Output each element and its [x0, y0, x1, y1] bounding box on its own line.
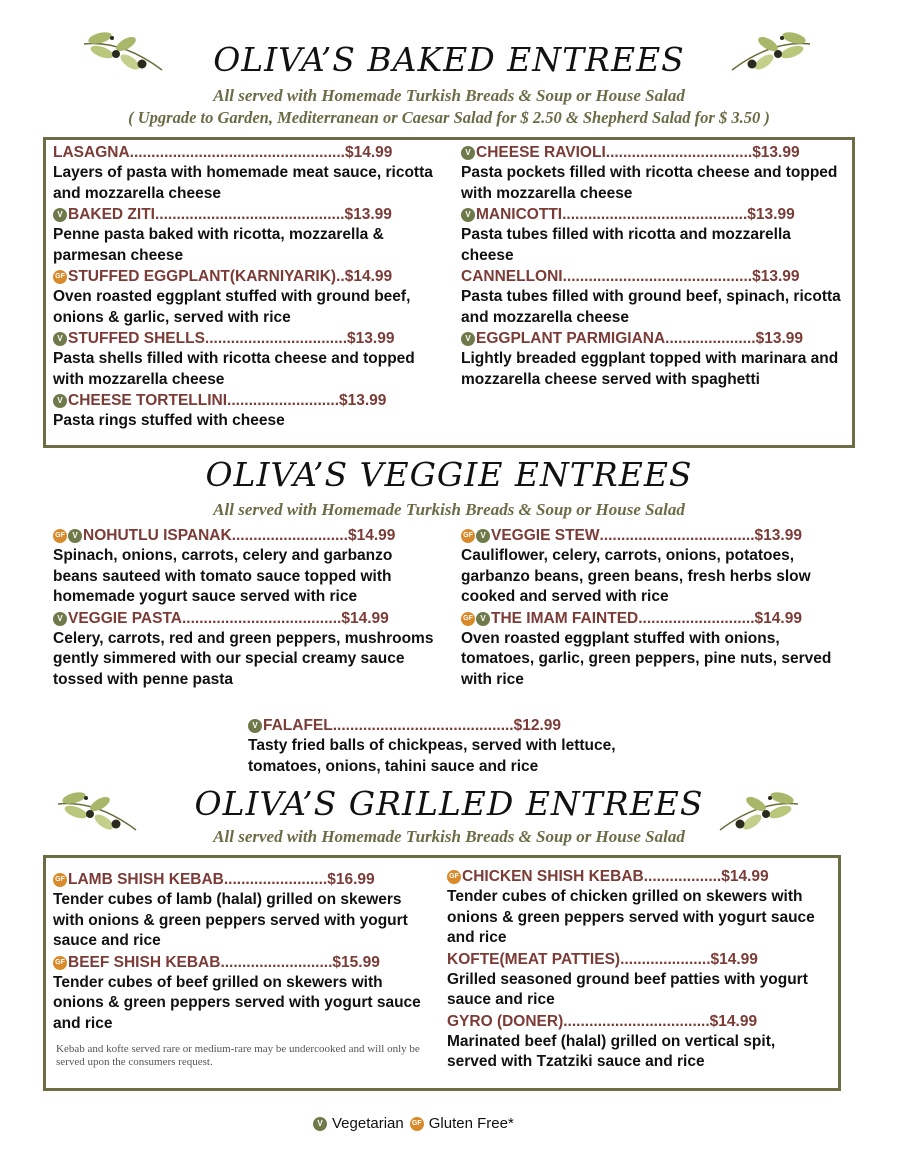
menu-item-name: CHEESE TORTELLINI — [68, 392, 228, 409]
menu-item-price: $13.99 — [347, 330, 395, 347]
menu-item-price: $13.99 — [747, 206, 795, 223]
menu-item-description: Pasta shells filled with ricotta cheese and topped with mozzarella cheese — [53, 350, 415, 388]
menu-item-name: BEEF SHISH KEBAB — [68, 953, 221, 971]
menu-item-price: $14.99 — [344, 268, 393, 285]
menu-item-name: MANICOTTI — [476, 206, 563, 223]
gluten-free-badge-icon: GF — [53, 956, 67, 970]
veggie-section-subtitle: All served with Homemade Turkish Breads & Soup or House Salad — [213, 500, 685, 519]
menu-item — [447, 950, 827, 1011]
menu-item-price: $14.99 — [710, 950, 758, 968]
menu-item-name: KOFTE(MEAT PATTIES) — [447, 950, 621, 968]
vegetarian-badge-icon: V — [53, 208, 67, 222]
menu-item — [461, 267, 846, 328]
menu-item-description: Tender cubes of chicken grilled on skewers with onions & green peppers served with yogurt sauce and rice — [447, 888, 815, 946]
gluten-free-label: Gluten Free* — [428, 1115, 514, 1132]
menu-item-header — [248, 716, 658, 736]
menu-item-price: $13.99 — [752, 268, 800, 285]
menu-item-name: STUFFED SHELLS — [68, 330, 205, 347]
menu-item — [447, 867, 827, 949]
grilled-section-subtitle: All served with Homemade Turkish Breads & Soup or House Salad — [213, 827, 685, 846]
menu-item-name: CANNELLONI — [461, 268, 563, 285]
menu-item-price: $13.99 — [755, 330, 804, 347]
menu-item — [53, 953, 433, 1035]
menu-item-name: VEGGIE STEW — [491, 527, 600, 544]
menu-item — [461, 143, 846, 204]
veggie-center-column — [248, 716, 658, 778]
menu-item-name: THE IMAM FAINTED — [491, 609, 639, 627]
menu-item-leader-dots: .......................................... — [332, 717, 514, 734]
grilled-left-column — [53, 870, 433, 1035]
menu-item-price: $14.99 — [344, 144, 393, 161]
menu-item-leader-dots: ............................................ — [562, 268, 753, 285]
menu-item — [53, 870, 433, 952]
menu-item-leader-dots: ..................... — [620, 950, 711, 968]
menu-item-header — [461, 609, 846, 629]
gluten-free-badge-icon: GF — [447, 870, 461, 884]
menu-item — [53, 205, 438, 266]
menu-item-header — [461, 205, 846, 225]
menu-item — [53, 609, 438, 691]
menu-item-price: $14.99 — [754, 609, 802, 627]
grilled-right-column — [447, 867, 827, 1074]
menu-item — [53, 329, 438, 390]
menu-item-description: Marinated beef (halal) grilled on vertical spit, served with Tzatziki sauce and rice — [447, 1032, 776, 1070]
gluten-free-badge-icon: GF — [53, 873, 67, 887]
menu-item — [461, 526, 846, 608]
menu-item-price: $14.99 — [347, 527, 396, 544]
vegetarian-badge-icon: V — [461, 332, 475, 346]
menu-item-header — [447, 867, 827, 887]
gluten-free-badge-icon: GF — [461, 529, 475, 543]
menu-item-leader-dots: ..................................... — [181, 609, 342, 627]
menu-item-description: Tender cubes of lamb (halal) grilled on skewers with onions & green peppers served with yogurt sauce and rice — [53, 891, 408, 949]
baked-section-title: OLIVA’S BAKED ENTREES — [213, 40, 685, 79]
vegetarian-badge-icon: V — [461, 208, 475, 222]
menu-item-description: Pasta pockets filled with ricotta cheese and topped with mozzarella cheese — [461, 164, 838, 202]
vegetarian-badge-icon: V — [476, 529, 490, 543]
baked-left-column — [53, 143, 438, 433]
menu-item — [53, 526, 438, 608]
menu-item-name: CHICKEN SHISH KEBAB — [462, 868, 644, 885]
menu-item — [461, 609, 846, 691]
vegetarian-label: Vegetarian — [332, 1115, 404, 1132]
menu-item-leader-dots: ..................... — [665, 330, 756, 347]
menu-item-leader-dots: ........................... — [638, 609, 755, 627]
gluten-free-badge-icon: GF — [461, 612, 475, 626]
menu-item — [53, 143, 438, 204]
menu-item-name: LASAGNA — [53, 144, 130, 161]
menu-item-description: Cauliflower, celery, carrots, onions, potatoes, garbanzo beans, green beans, fresh herbs slow cooked and served with rice — [461, 547, 811, 605]
menu-item-description: Spinach, onions, carrots, celery and garbanzo beans sauteed with tomato sauce topped with homemade yogurt sauce served with rice — [53, 547, 393, 605]
baked-section-subtitle: All served with Homemade Turkish Breads & Soup or House Salad — [213, 86, 685, 105]
menu-item-price: $13.99 — [752, 144, 800, 161]
menu-item-description: Tasty fried balls of chickpeas, served with lettuce, tomatoes, onions, tahini sauce and rice — [248, 737, 616, 775]
menu-item-price: $14.99 — [341, 609, 389, 627]
menu-item-leader-dots: ........................... — [231, 527, 348, 544]
menu-item-price: $15.99 — [332, 953, 380, 971]
menu-item-description: Oven roasted eggplant stuffed with ground beef, onions & garlic, served with rice — [53, 288, 411, 326]
menu-item-price: $13.99 — [344, 206, 392, 223]
menu-item — [461, 205, 846, 266]
menu-item-header — [53, 953, 433, 973]
menu-item-description: Oven roasted eggplant stuffed with onions, tomatoes, garlic, green peppers, pine nuts, served with rice — [461, 629, 832, 688]
menu-item-header — [447, 950, 827, 970]
vegetarian-badge-icon: V — [248, 719, 262, 733]
menu-item — [53, 267, 438, 328]
vegetarian-badge-icon: V — [53, 332, 67, 346]
menu-item-leader-dots: .................................. — [563, 1012, 710, 1030]
menu-item-header — [461, 329, 846, 349]
menu-item-price: $14.99 — [721, 868, 769, 885]
menu-item-header — [53, 609, 438, 629]
menu-item-header — [53, 329, 438, 349]
baked-right-column — [461, 143, 846, 391]
menu-item-header — [53, 267, 438, 287]
menu-item — [248, 716, 658, 777]
menu-item-description: Tender cubes of beef grilled on skewers with onions & green peppers served with yogurt sauce and rice — [53, 973, 421, 1032]
menu-item-header — [447, 1012, 827, 1032]
menu-item-header — [53, 205, 438, 225]
veggie-section-title: OLIVA’S VEGGIE ENTREES — [205, 455, 693, 494]
menu-item-price: $14.99 — [709, 1012, 758, 1030]
menu-item-price: $13.99 — [754, 527, 802, 544]
menu-item-leader-dots: ............................................ — [154, 206, 345, 223]
menu-item-description: Grilled seasoned ground beef patties with yogurt sauce and rice — [447, 970, 808, 1008]
menu-item — [447, 1012, 827, 1073]
menu-item-description: Pasta rings stuffed with cheese — [53, 412, 285, 429]
menu-item-description: Layers of pasta with homemade meat sauce, ricotta and mozzarella cheese — [53, 164, 433, 202]
vegetarian-badge-icon: V — [53, 394, 67, 408]
menu-item-leader-dots: ................................. — [204, 330, 348, 347]
menu-item-description: Pasta tubes filled with ricotta and mozzarella cheese — [461, 226, 791, 264]
menu-item-description: Penne pasta baked with ricotta, mozzarella & parmesan cheese — [53, 226, 384, 264]
menu-item-description: Celery, carrots, red and green peppers, mushrooms gently simmered with our special creamy sauce tossed with penne pasta — [53, 629, 434, 688]
menu-item-name: GYRO (DONER) — [447, 1012, 564, 1030]
vegetarian-badge-icon: V — [53, 612, 67, 626]
veggie-left-column — [53, 526, 438, 691]
menu-item-header — [461, 143, 846, 163]
menu-item-leader-dots: ........................................... — [562, 206, 748, 223]
menu-item-header — [53, 391, 438, 411]
menu-item-price: $13.99 — [339, 392, 387, 409]
menu-item-leader-dots: .................. — [643, 868, 722, 885]
menu-item-leader-dots: ........................ — [223, 871, 328, 888]
menu-item-leader-dots: .................................. — [605, 144, 753, 161]
menu-item-leader-dots: .......................... — [220, 953, 333, 971]
menu-item — [461, 329, 846, 390]
menu-item-name: EGGPLANT PARMIGIANA — [476, 330, 666, 347]
menu-item-header — [53, 143, 438, 163]
menu-item-name: NOHUTLU ISPANAK — [83, 527, 232, 544]
veggie-right-column — [461, 526, 846, 691]
menu-item-leader-dots: .................................... — [599, 527, 755, 544]
menu-item-name: BAKED ZITI — [68, 206, 155, 223]
menu-item-name: VEGGIE PASTA — [68, 609, 182, 627]
menu-item-name: FALAFEL — [263, 717, 333, 734]
menu-item-name: LAMB SHISH KEBAB — [68, 871, 224, 888]
menu-item-description: Pasta tubes filled with ground beef, spinach, ricotta and mozzarella cheese — [461, 288, 841, 326]
badge-legend — [313, 1115, 514, 1132]
menu-item-description: Lightly breaded eggplant topped with marinara and mozzarella cheese served with spaghetti — [461, 350, 839, 388]
menu-item-leader-dots: .......................... — [227, 392, 340, 409]
menu-item-header — [461, 526, 846, 546]
menu-item-price: $16.99 — [327, 871, 375, 888]
menu-item-name: STUFFED EGGPLANT(KARNIYARIK).. — [68, 268, 345, 285]
grilled-section-title: OLIVA’S GRILLED ENTREES — [194, 784, 704, 823]
menu-item-leader-dots: .................................................. — [129, 144, 345, 161]
gluten-free-badge-icon: GF — [410, 1117, 424, 1131]
menu-item-header — [53, 526, 438, 546]
undercooked-warning-note: Kebab and kofte served rare or medium-rare may be undercooked and will only be served upon the consumers request. — [56, 1043, 420, 1068]
menu-item-header — [53, 870, 433, 890]
vegetarian-badge-icon: V — [461, 146, 475, 160]
menu-item-header — [461, 267, 846, 287]
menu-item — [53, 391, 438, 432]
vegetarian-badge-icon: V — [68, 529, 82, 543]
baked-upgrade-note: ( Upgrade to Garden, Mediterranean or Caesar Salad for $ 2.50 & Shepherd Salad for $ 3.50 ) — [128, 108, 770, 127]
gluten-free-badge-icon: GF — [53, 529, 67, 543]
vegetarian-badge-icon: V — [476, 612, 490, 626]
gluten-free-badge-icon: GF — [53, 270, 67, 284]
vegetarian-badge-icon: V — [313, 1117, 327, 1131]
menu-item-price: $12.99 — [513, 717, 562, 734]
menu-item-name: CHEESE RAVIOLI — [476, 144, 606, 161]
